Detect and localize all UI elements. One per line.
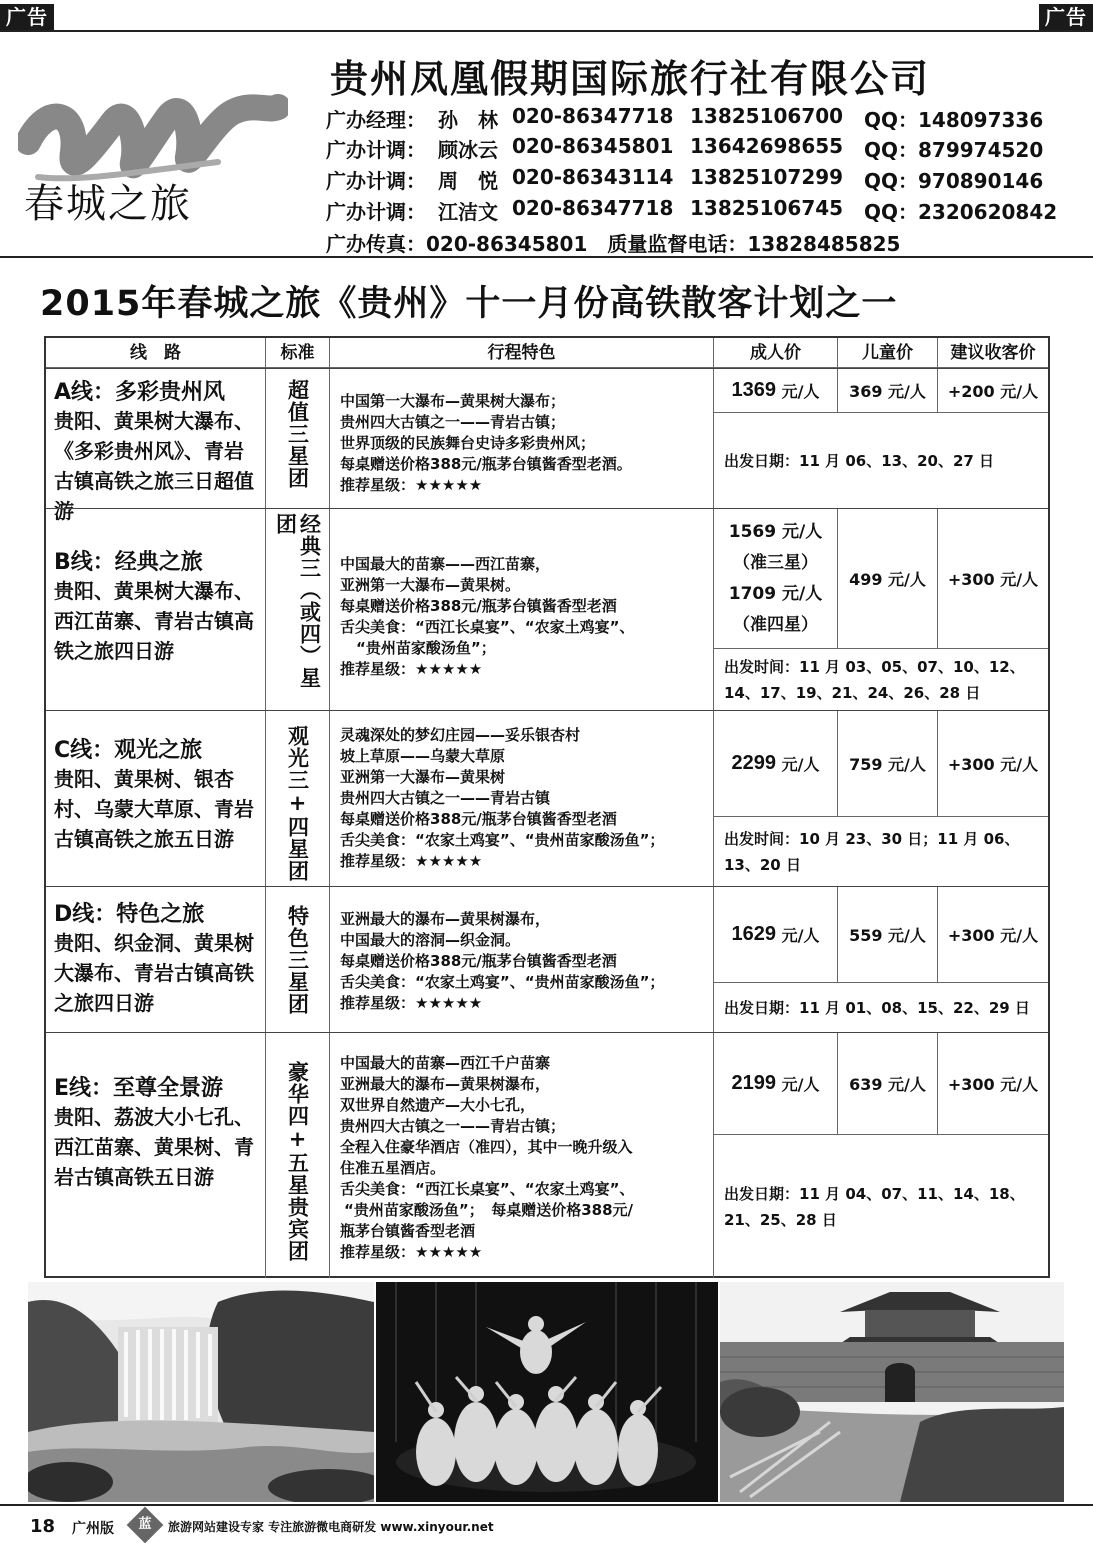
ad-tag-right: 广告 [1039, 4, 1093, 30]
adult-price-value: 2199 [731, 1072, 777, 1094]
feature-line: “贵州苗家酸汤鱼”； 每桌赠送价格388元/ [344, 1200, 634, 1219]
adult-price [714, 1033, 838, 1135]
footer-slogan: 旅游网站建设专家 专注旅游微电商研发 www.xinyour.net [168, 1520, 494, 1534]
adult-price-label4: （准四星） [733, 614, 818, 635]
contact-name: 江洁文 [438, 200, 498, 224]
feature-line: 贵州四大古镇之一——青岩古镇； [340, 1116, 566, 1135]
contact-qq: QQ：970890146 [864, 169, 1044, 193]
adult-price [714, 887, 838, 983]
adult-price [714, 509, 838, 649]
contact-qq: QQ：2320620842 [864, 200, 1058, 224]
feature-line: 世界顶级的民族舞台史诗多彩贵州风； [340, 434, 596, 452]
feature-line: 中国最大的溶洞—织金洞。 [340, 931, 521, 949]
route-cell [46, 1033, 266, 1278]
price-unit: 元/人 [781, 1075, 820, 1094]
child-price: 559 元/人 [838, 887, 938, 983]
feature-line: 推荐星级：★★★★★ [340, 1242, 483, 1261]
adult-price-value: 2299 [731, 752, 777, 774]
ad-tag-left: 广告 [0, 4, 54, 30]
price-unit: 元/人 [781, 755, 820, 774]
suggested-price: +200 元/人 [938, 369, 1048, 413]
feature-line: 舌尖美食：“农家土鸡宴”、“贵州苗家酸汤鱼”； [340, 973, 665, 991]
contact-mobile: 13825106700 [690, 104, 844, 128]
feature-line: 亚洲最大的瀑布—黄果树瀑布， [340, 1074, 551, 1093]
route-cell [46, 887, 266, 1032]
edition-label: 广州版 [72, 1521, 114, 1537]
standard-text: 特色三星团 [285, 905, 310, 1015]
table-row [46, 368, 1048, 523]
header-features: 行程特色 [330, 338, 714, 368]
adult-price [714, 711, 838, 817]
adult-price-label3: （准三星） [733, 552, 818, 573]
feature-line: 中国最大的苗寨——西江苗寨， [340, 554, 551, 573]
route-name: A线：多彩贵州风 [54, 380, 226, 405]
contact-tel: 020-86347718 [512, 104, 674, 128]
contact-role: 广办经理： [326, 108, 426, 132]
route-desc: 贵阳、黄果树、银杏村、乌蒙大草原、青岩古镇高铁之旅五日游 [54, 767, 254, 851]
departure-dates: 出发日期：11 月 04、07、11、14、18、21、25、28 日 [724, 1184, 1025, 1229]
feature-line: 灵魂深处的梦幻庄园——妥乐银杏村 [340, 726, 581, 744]
feature-line: 亚洲最大的瀑布—黄果树瀑布， [340, 910, 551, 928]
feature-line: 舌尖美食：“农家土鸡宴”、“贵州苗家酸汤鱼”； [340, 831, 665, 849]
departure-dates: 出发日期：11 月 01、08、15、22、29 日 [724, 998, 1030, 1017]
page-title: 2015年春城之旅《贵州》十一月份高铁散客计划之一 [40, 284, 898, 324]
lan-badge-icon: 蓝 [127, 1507, 164, 1543]
price-area [714, 887, 1048, 1032]
contact-qq: QQ：879974520 [864, 138, 1044, 162]
table-row [46, 508, 1048, 710]
standard-cell [266, 1033, 330, 1278]
adult-price-value: 1629 [731, 923, 777, 945]
feature-line: “贵州苗家酸汤鱼”； [356, 638, 496, 657]
route-name: C线：观光之旅 [54, 738, 203, 763]
standard-cell [266, 887, 330, 1032]
suggested-price: +300 元/人 [938, 711, 1048, 817]
contact-tel: 020-86343114 [512, 165, 674, 189]
feature-line: 每桌赠送价格388元/瓶茅台镇酱香型老酒 [340, 810, 617, 828]
contact-mobile: 13825106745 [690, 196, 844, 220]
suggested-price: +300 元/人 [938, 1033, 1048, 1135]
route-cell [46, 369, 266, 523]
page-number: 18 [30, 1516, 56, 1537]
child-price: 369 元/人 [838, 369, 938, 413]
child-price: 759 元/人 [838, 711, 938, 817]
feature-line: 亚洲第一大瀑布—黄果树 [340, 768, 506, 786]
route-desc: 贵阳、荔波大小七孔、西江苗寨、黄果树、青岩古镇高铁五日游 [54, 1105, 254, 1189]
route-name: E线：至尊全景游 [54, 1076, 224, 1101]
photo-strip [28, 1282, 1064, 1502]
feature-line: 住准五星酒店。 [340, 1158, 446, 1177]
price-area [714, 509, 1048, 710]
standard-text: 观光三+四星团 [285, 725, 310, 882]
adult-price-standard4: 1709 元/人 [728, 583, 823, 604]
contact-role: 广办计调： [326, 169, 426, 193]
feature-line: 推荐星级：★★★★★ [340, 476, 483, 494]
header-route: 线 路 [46, 338, 266, 368]
contact-role: 广办计调： [326, 200, 426, 224]
price-unit: 元/人 [781, 382, 820, 401]
features-cell [330, 1033, 714, 1278]
feature-line: 中国第一大瀑布—黄果树大瀑布； [340, 392, 566, 410]
price-area [714, 1033, 1048, 1278]
fax-and-supervision: 广办传真：020-86345801 质量监督电话：13828485825 [326, 232, 901, 256]
feature-line: 贵州四大古镇之一——青岩古镇； [340, 413, 566, 431]
features-cell [330, 711, 714, 886]
company-name: 贵州凤凰假期国际旅行社有限公司 [330, 57, 931, 101]
feature-line: 坡上草原——乌蒙大草原 [340, 747, 506, 765]
header-child-price: 儿童价 [838, 338, 938, 368]
contact-mobile: 13825107299 [690, 165, 844, 189]
feature-line: 推荐星级：★★★★★ [340, 852, 483, 870]
standard-text: 经典三（或四）星团 [273, 513, 322, 689]
route-desc: 贵阳、黄果树大瀑布、《多彩贵州风》、青岩古镇高铁之旅三日超值游 [54, 409, 254, 523]
table-row [46, 1032, 1048, 1278]
contact-role: 广办计调： [326, 138, 426, 162]
standard-cell [266, 369, 330, 508]
price-area [714, 369, 1048, 508]
feature-line: 瓶茅台镇酱香型老酒 [340, 1221, 476, 1240]
adult-price-standard3: 1569 元/人 [728, 521, 823, 542]
contact-mobile: 13642698655 [690, 134, 844, 158]
route-desc: 贵阳、织金洞、黄果树大瀑布、青岩古镇高铁之旅四日游 [54, 931, 254, 1015]
feature-line: 每桌赠送价格388元/瓶茅台镇酱香型老酒 [340, 952, 617, 970]
adult-price-value: 1369 [731, 379, 777, 401]
contact-tel: 020-86347718 [512, 196, 674, 220]
standard-cell [266, 509, 330, 710]
feature-line: 舌尖美食：“西江长桌宴”、“农家土鸡宴”、 [340, 617, 635, 636]
header-standard: 标准 [266, 338, 330, 368]
departure-dates: 出发时间：11 月 03、05、07、10、12、14、17、19、21、24、26、28 日 [724, 657, 1025, 702]
standard-text: 超值三星团 [285, 379, 310, 489]
page-footer [0, 1504, 1093, 1543]
standard-text: 豪华四+五星贵宾团 [285, 1061, 310, 1262]
feature-line: 舌尖美食：“西江长桌宴”、“农家土鸡宴”、 [340, 1179, 635, 1198]
adult-price [714, 369, 838, 413]
contact-tel: 020-86345801 [512, 134, 674, 158]
feature-line: 每桌赠送价格388元/瓶茅台镇酱香型老酒。 [340, 455, 632, 473]
contact-name: 周 悦 [438, 169, 498, 193]
table-row [46, 710, 1048, 886]
feature-line: 推荐星级：★★★★★ [340, 659, 483, 678]
features-cell [330, 887, 714, 1032]
dance-performance-photo [376, 1282, 718, 1502]
feature-line: 亚洲第一大瀑布—黄果树。 [340, 575, 521, 594]
ancient-town-gate-photo [720, 1282, 1064, 1502]
feature-line: 贵州四大古镇之一——青岩古镇 [340, 789, 551, 807]
route-desc: 贵阳、黄果树大瀑布、西江苗寨、青岩古镇高铁之旅四日游 [54, 579, 254, 663]
route-cell [46, 509, 266, 710]
contact-qq: QQ：148097336 [864, 108, 1044, 132]
departure-dates: 出发时间：10 月 23、30 日；11 月 06、13、20 日 [724, 829, 1020, 874]
feature-line: 推荐星级：★★★★★ [340, 994, 483, 1012]
feature-line: 每桌赠送价格388元/瓶茅台镇酱香型老酒 [340, 596, 617, 615]
suggested-price: +300 元/人 [938, 509, 1048, 649]
waterfall-photo [28, 1282, 374, 1502]
company-header [0, 30, 1093, 258]
price-unit: 元/人 [781, 926, 820, 945]
departure-dates: 出发日期：11 月 06、13、20、27 日 [724, 451, 995, 470]
features-cell [330, 369, 714, 508]
table-row [46, 886, 1048, 1032]
feature-line: 中国最大的苗寨—西江千户苗寨 [340, 1053, 551, 1072]
contact-name: 顾冰云 [438, 138, 498, 162]
contact-name: 孙 林 [438, 108, 498, 132]
route-name: D线：特色之旅 [54, 902, 205, 927]
standard-cell [266, 711, 330, 886]
child-price: 639 元/人 [838, 1033, 938, 1135]
logo-text: 春城之旅 [24, 181, 192, 227]
features-cell [330, 509, 714, 710]
child-price: 499 元/人 [838, 509, 938, 649]
route-cell [46, 711, 266, 886]
header-adult-price: 成人价 [714, 338, 838, 368]
suggested-price: +300 元/人 [938, 887, 1048, 983]
price-area [714, 711, 1048, 886]
route-name: B线：经典之旅 [54, 550, 203, 575]
tour-plan-table [44, 336, 1050, 1278]
feature-line: 全程入住豪华酒店（准四），其中一晚升级入 [340, 1137, 633, 1156]
header-suggested-price: 建议收客价 [938, 338, 1048, 368]
feature-line: 双世界自然遗产—大小七孔， [340, 1095, 536, 1114]
